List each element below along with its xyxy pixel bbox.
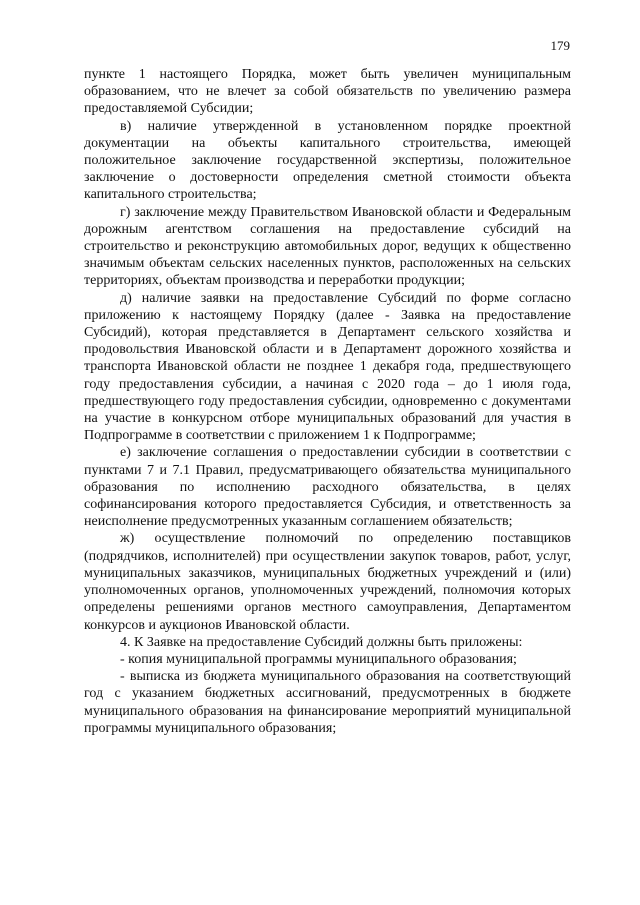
paragraph-item-zh: ж) осуществление полномочий по определению поставщиков (подрядчиков, исполнителей) при осуществлении закупок товаров, работ, услуг, муниципальных заказчиков, муниципальных бюджетных учреждений и (или) уполномоченных органов, уполномоченных учреждений, полномочия которых определены решениями органов местного самоуправления, Департаментом конкурсов и аукционов Ивановской области. (84, 531, 571, 633)
list-item-budget-extract: - выписка из бюджета муниципального образования на соответствующий год с указанием бюджетных ассигнований, предусмотренных в бюджете муниципального образования на финансирование мероприятий муниципальной программы муниципального образования; (84, 669, 571, 736)
paragraph-item-e: е) заключение соглашения о предоставлении субсидии в соответствии с пунктами 7 и 7.1 Правил, предусматривающего обязательства муниципального образования по исполнению расходного обязательства, в целях софинансирования которого предоставляется Субсидия, и ответственность за неисполнение предусмотренных указанным соглашением обязательств; (84, 445, 571, 530)
paragraph-continuation: пункте 1 настоящего Порядка, может быть увеличен муниципальным образованием, что не влечет за собой обязательств по увеличению размера предоставляемой Субсидии; (84, 67, 571, 117)
paragraph-item-g: г) заключение между Правительством Ивановской области и Федеральным дорожным агентством соглашения на предоставление субсидий на строительство и реконструкцию автомобильных дорог, ведущих к общественно значимым объектам сельских населенных пунктов, расположенных на сельских территориях, объектам производства и переработки продукции; (84, 204, 571, 289)
paragraph-item-v: в) наличие утвержденной в установленном порядке проектной документации на объекты капитального строительства, имеющей положительное заключение государственной экспертизы, положительное заключение о достоверности определения сметной стоимости объекта капитального строительства; (84, 118, 571, 203)
list-item-program-copy: - копия муниципальной программы муниципального образования; (120, 651, 517, 667)
page-number: 179 (550, 38, 570, 53)
paragraph-item-d: д) наличие заявки на предоставление Субсидий по форме согласно приложению к настоящему Порядку (далее - Заявка на предоставление Субсидий), которая представляется в Департамент сельского хозяйства и продовольствия Ивановской области и в Департамент дорожного хозяйства и транспорта Ивановской области не позднее 1 декабря года, предшествующего году предоставления субсидии, а начиная с 2020 года – до 1 июля года, предшествующего году предоставления субсидии, одновременно с документами на участие в конкурсном отборе муниципальных образований для участия в Подпрограмме в соответствии с приложением 1 к Подпрограмме; (84, 290, 571, 444)
paragraph-section-4: 4. К Заявке на предоставление Субсидий должны быть приложены: (120, 634, 523, 650)
document-body (84, 66, 571, 737)
